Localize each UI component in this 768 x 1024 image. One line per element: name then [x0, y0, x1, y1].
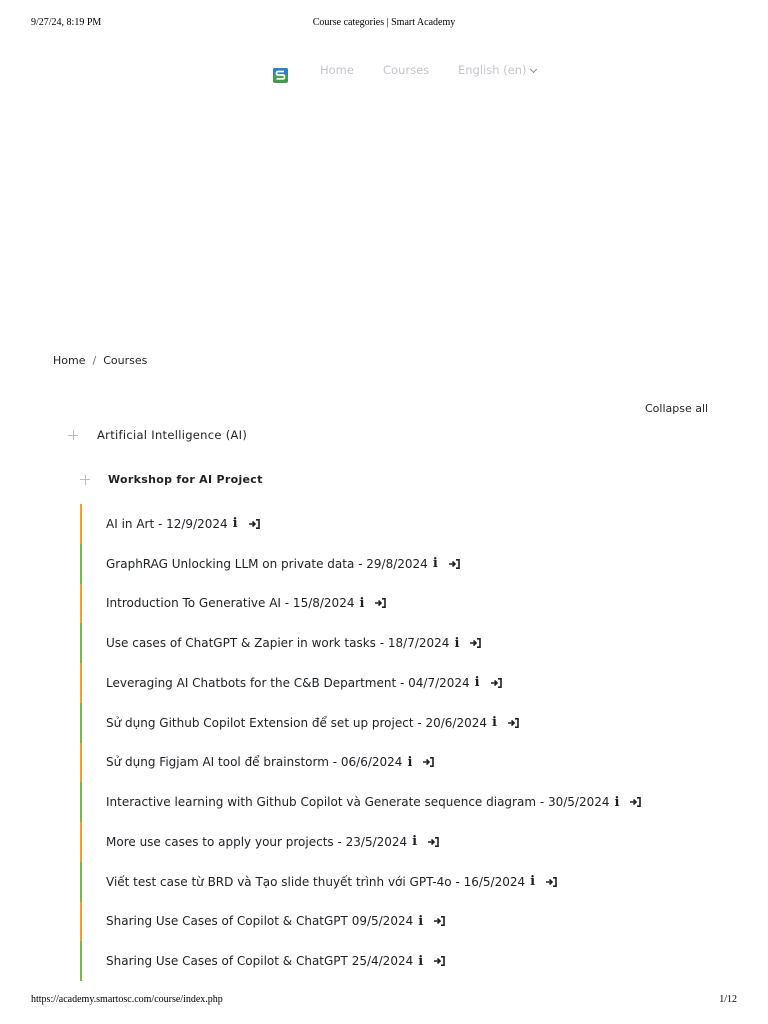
breadcrumb-home-link[interactable]: Home	[53, 354, 86, 367]
collapse-all-link[interactable]: Collapse all	[645, 402, 709, 415]
course-link[interactable]: Viết test case từ BRD và Tạo slide thuyết trình với GPT-4o - 16/5/2024	[106, 874, 526, 889]
course-item	[80, 941, 730, 981]
sign-in-icon[interactable]	[434, 916, 445, 926]
info-icon[interactable]: i	[418, 953, 424, 969]
course-link[interactable]: Use cases of ChatGPT & Zapier in work tasks - 18/7/2024	[106, 636, 450, 651]
language-label: English (en)	[458, 63, 527, 77]
print-title: Course categories | Smart Academy	[312, 17, 456, 28]
chevron-down-icon	[529, 66, 536, 73]
sign-in-icon[interactable]	[428, 837, 439, 847]
course-item	[80, 902, 730, 942]
language-menu[interactable]	[458, 63, 536, 77]
sign-in-icon[interactable]	[491, 678, 502, 688]
info-icon[interactable]: i	[407, 754, 413, 770]
info-icon[interactable]: i	[432, 556, 438, 572]
course-item	[80, 663, 730, 703]
course-item	[80, 822, 730, 862]
course-link[interactable]: Sharing Use Cases of Copilot & ChatGPT 09/5/2024	[106, 914, 414, 929]
course-item	[80, 862, 730, 902]
print-datetime: 9/27/24, 8:19 PM	[31, 17, 102, 28]
info-icon[interactable]: i	[232, 516, 238, 532]
course-item	[80, 703, 730, 743]
course-link[interactable]: Leveraging AI Chatbots for the C&B Department - 04/7/2024	[106, 675, 470, 690]
sign-in-icon[interactable]	[546, 877, 557, 887]
info-icon[interactable]: i	[454, 635, 460, 651]
course-item	[80, 623, 730, 663]
expand-plus-icon[interactable]	[68, 430, 78, 440]
category-ai-name[interactable]: Artificial Intelligence (AI)	[97, 428, 248, 442]
course-link[interactable]: Sharing Use Cases of Copilot & ChatGPT 25/4/2024	[106, 954, 414, 969]
smartosc-s-logo-icon[interactable]	[273, 68, 288, 83]
sign-in-icon[interactable]	[630, 797, 641, 807]
info-icon[interactable]: i	[412, 834, 418, 850]
info-icon[interactable]: i	[359, 595, 365, 611]
info-icon[interactable]: i	[614, 794, 620, 810]
course-item	[80, 782, 730, 822]
course-item	[80, 743, 730, 783]
course-link[interactable]: Sử dụng Github Copilot Extension để set up project - 20/6/2024	[106, 715, 488, 730]
category-workshop-name[interactable]: Workshop for AI Project	[108, 473, 263, 486]
course-link[interactable]: More use cases to apply your projects - 23/5/2024	[106, 834, 408, 849]
expand-plus-icon[interactable]	[80, 475, 90, 485]
category-ai[interactable]	[68, 428, 247, 442]
course-link[interactable]: Interactive learning with Github Copilot và Generate sequence diagram - 30/5/2024	[106, 795, 610, 810]
info-icon[interactable]: i	[530, 874, 536, 890]
print-page-number: 1/12	[719, 994, 737, 1005]
nav-courses-link[interactable]: Courses	[383, 63, 430, 77]
course-link[interactable]: Introduction To Generative AI - 15/8/2024	[106, 596, 355, 611]
course-item	[80, 504, 730, 544]
sign-in-icon[interactable]	[449, 559, 460, 569]
sign-in-icon[interactable]	[508, 718, 519, 728]
navbar	[0, 60, 768, 82]
info-icon[interactable]: i	[474, 675, 480, 691]
course-link[interactable]: Sử dụng Figjam AI tool để brainstorm - 06/6/2024	[106, 755, 403, 770]
sign-in-icon[interactable]	[249, 519, 260, 529]
nav-home-link[interactable]: Home	[320, 63, 354, 77]
sign-in-icon[interactable]	[375, 598, 386, 608]
sign-in-icon[interactable]	[423, 757, 434, 767]
breadcrumb	[53, 354, 147, 367]
category-workshop[interactable]	[80, 473, 263, 486]
info-icon[interactable]: i	[492, 715, 497, 731]
info-icon[interactable]: i	[418, 913, 424, 929]
print-url: https://academy.smartosc.com/course/index.php	[31, 994, 223, 1005]
course-item	[80, 544, 730, 584]
breadcrumb-courses-link[interactable]: Courses	[103, 354, 148, 367]
breadcrumb-separator: /	[92, 354, 97, 367]
course-list	[80, 504, 730, 981]
sign-in-icon[interactable]	[470, 638, 481, 648]
course-link[interactable]: GraphRAG Unlocking LLM on private data - 29/8/2024	[106, 556, 428, 571]
course-item	[80, 584, 730, 624]
course-link[interactable]: AI in Art - 12/9/2024	[106, 516, 228, 531]
sign-in-icon[interactable]	[434, 956, 445, 966]
